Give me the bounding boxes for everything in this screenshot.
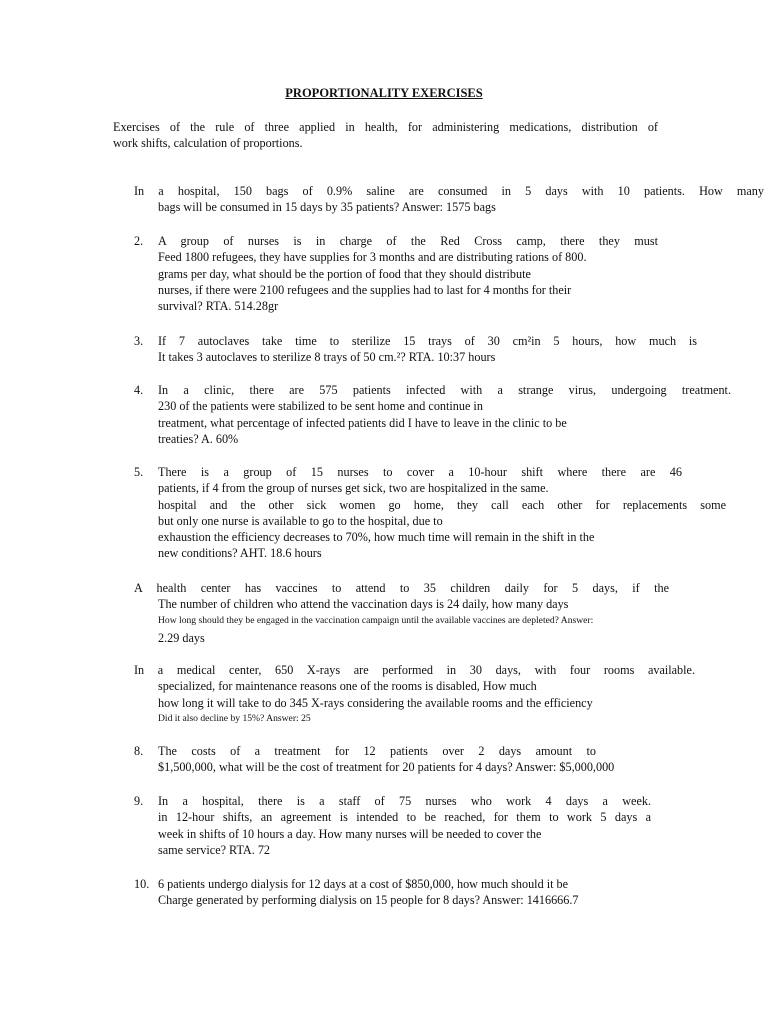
exercise-line: but only one nurse is available to go to the hospital, due to [158, 513, 443, 528]
exercise-line: In a hospital, there is a staff of 75 nurses who work 4 days a week. [158, 794, 651, 808]
exercise-line: A health center has vaccines to attend to 35 children daily for 5 days, if the [134, 581, 669, 595]
exercise-line: 230 of the patients were stabilized to be sent home and continue in [158, 399, 483, 414]
intro-line: work shifts, calculation of proportions. [113, 136, 303, 151]
exercise-line: nurses, if there were 2100 refugees and the supplies had to last for 4 months for their [158, 282, 572, 297]
exercise-number: 4. [134, 383, 144, 397]
exercise-line: The costs of a treatment for 12 patients over 2 days amount to [158, 744, 596, 758]
exercise-line: It takes 3 autoclaves to sterilize 8 trays of 50 cm.²? RTA. 10:37 hours [158, 350, 496, 365]
exercise-line: in 12-hour shifts, an agreement is intended to be reached, for them to work 5 days a [158, 810, 651, 825]
intro-paragraph [113, 119, 658, 152]
exercise-7 [134, 662, 695, 726]
exercise-line: In a medical center, 650 X-rays are performed in 30 days, with four rooms available. [134, 663, 695, 677]
exercise-line: 2.29 days [158, 630, 205, 645]
exercise-line: survival? RTA. 514.28gr [158, 299, 279, 314]
exercise-number: 8. [134, 744, 144, 758]
exercise-number: 3. [134, 334, 144, 348]
exercise-line: specialized, for maintenance reasons one of the rooms is disabled, How much [158, 679, 537, 694]
document-title: PROPORTIONALITY EXERCISES [285, 86, 483, 100]
exercise-3 [158, 333, 697, 366]
exercise-line: There is a group of 15 nurses to cover a 10-hour shift where there are 46 [158, 465, 682, 479]
exercise-line: $1,500,000, what will be the cost of treatment for 20 patients for 4 days? Answer: $5,000,000 [158, 760, 615, 775]
exercise-line: same service? RTA. 72 [158, 842, 271, 857]
exercise-line: If 7 autoclaves take time to sterilize 15 trays of 30 cm²in 5 hours, how much is [158, 334, 697, 348]
exercise-number: 5. [134, 465, 144, 479]
exercise-line: hospital and the other sick women go home, they call each other for replacements some [158, 497, 726, 512]
exercise-line: In a clinic, there are 575 patients infected with a strange virus, undergoing treatment. [158, 383, 731, 397]
exercise-line: exhaustion the efficiency decreases to 70%, how much time will remain in the shift in the [158, 530, 595, 545]
exercise-line: In a hospital, 150 bags of 0.9% saline are consumed in 5 days with 10 patients. How many [134, 184, 764, 198]
exercise-5 [158, 464, 726, 562]
exercise-number: 10. [134, 877, 150, 891]
exercise-8 [158, 743, 615, 776]
exercise-line: 6 patients undergo dialysis for 12 days at a cost of $850,000, how much should it be [158, 877, 569, 891]
exercise-number: 2. [134, 234, 144, 248]
exercise-4 [158, 382, 731, 447]
exercise-line: how long it will take to do 345 X-rays considering the available rooms and the efficiency [158, 695, 593, 710]
exercise-line: treaties? A. 60% [158, 431, 239, 446]
exercise-line: grams per day, what should be the portion of food that they should distribute [158, 266, 531, 281]
exercise-line: bags will be consumed in 15 days by 35 patients? Answer: 1575 bags [158, 200, 496, 215]
exercise-line: Did it also decline by 15%? Answer: 25 [158, 712, 311, 724]
exercise-line: new conditions? AHT. 18.6 hours [158, 546, 322, 561]
exercise-line: patients, if 4 from the group of nurses get sick, two are hospitalized in the same. [158, 481, 549, 496]
exercise-10 [158, 876, 718, 909]
exercise-line: treatment, what percentage of infected patients did I have to leave in the clinic to be [158, 415, 567, 430]
exercise-6 [134, 580, 669, 646]
exercise-line: How long should they be engaged in the vaccination campaign until the available vaccines are depleted? Answer: [158, 614, 594, 626]
exercise-2 [158, 233, 658, 314]
intro-line: Exercises of the rule of three applied in health, for administering medications, distribution of [113, 120, 658, 134]
exercise-9 [158, 793, 651, 858]
exercise-line: A group of nurses is in charge of the Red Cross camp, there they must [158, 234, 658, 248]
exercise-line: The number of children who attend the vaccination days is 24 daily, how many days [158, 597, 569, 612]
exercise-line: Feed 1800 refugees, they have supplies for 3 months and are distributing rations of 800. [158, 250, 587, 265]
exercise-1 [134, 183, 764, 216]
exercise-line: Charge generated by performing dialysis on 15 people for 8 days? Answer: 1416666.7 [158, 893, 579, 908]
exercise-number: 9. [134, 794, 144, 808]
exercise-line: week in shifts of 10 hours a day. How many nurses will be needed to cover the [158, 826, 542, 841]
